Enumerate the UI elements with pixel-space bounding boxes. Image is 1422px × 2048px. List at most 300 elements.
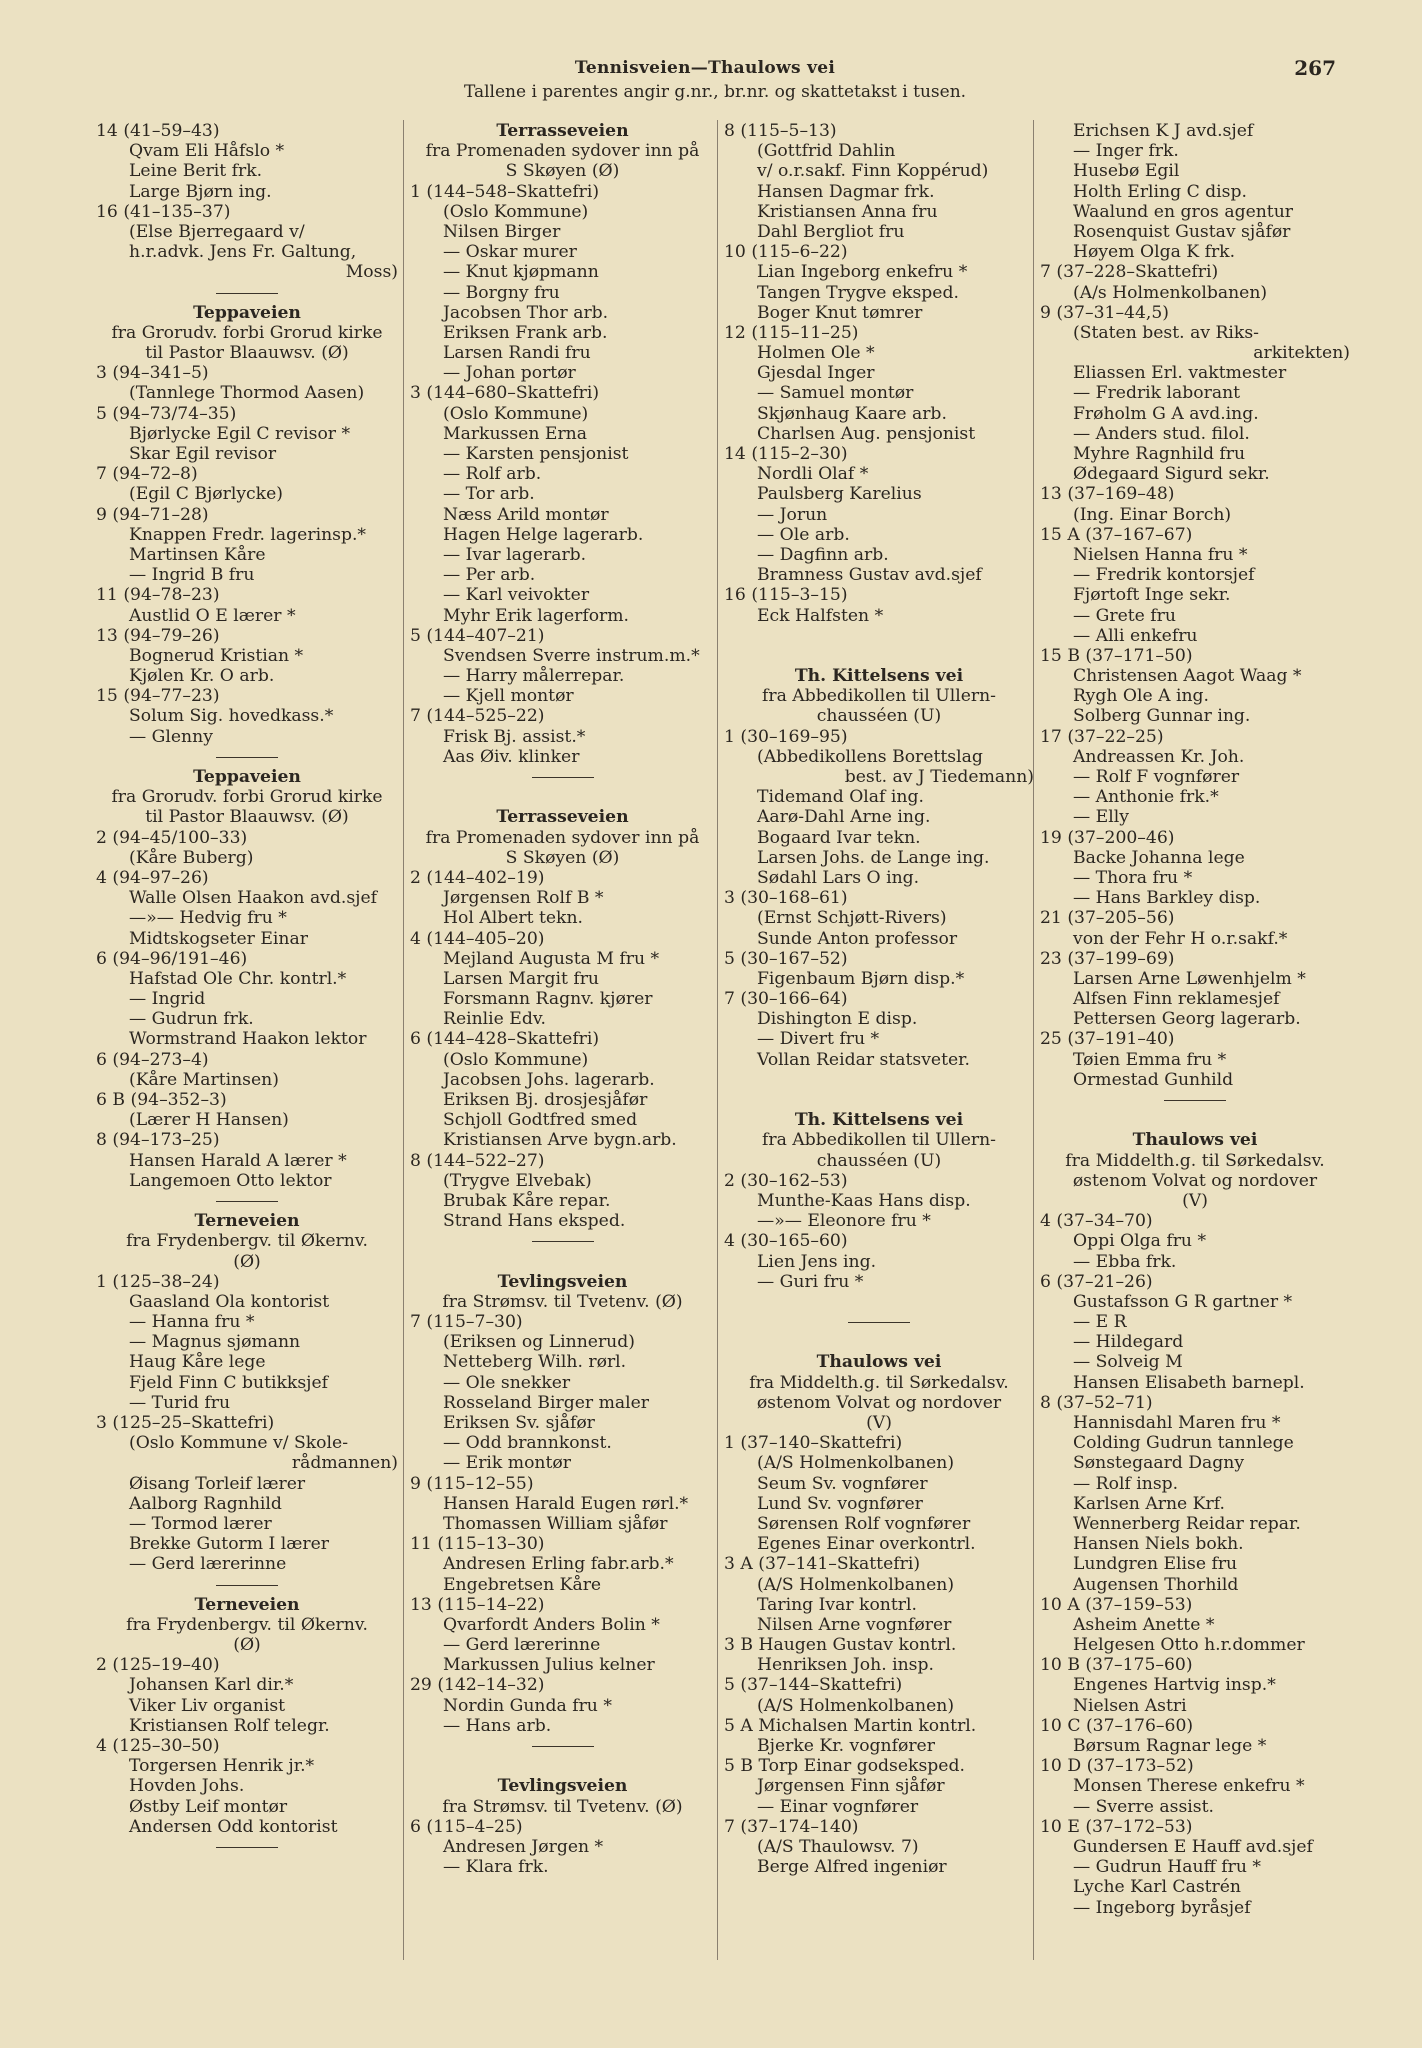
entry-line: 3 (144–680–Skattefri) [410,383,600,404]
entry-line: Austlid O E lærer * [129,605,296,626]
entry-line: — Ole snekker [443,1372,571,1393]
entry-line: Kristiansen Anna fru [757,201,938,222]
entry-line: Andresen Erling fabr.arb.* [443,1554,674,1575]
page-subtitle: Tallene i parentes angir g.nr., br.nr. og skattetakst i tusen. [463,82,967,102]
street-heading: Terneveien [194,1211,300,1232]
entry-line: 7 (94–72–8) [96,464,198,485]
entry-line: — Per arb. [443,565,536,586]
entry-line: Eck Halfsten * [757,605,884,626]
entry-line: Asheim Anette * [1073,1614,1215,1635]
section-divider [96,1837,398,1857]
entry-line: — Gerd lærerinne [443,1635,601,1656]
entry-line: til Pastor Blaauwsv. (Ø) [145,343,349,364]
entry-line: — Solveig M [1073,1352,1183,1373]
section-divider [1040,1090,1350,1110]
entry-line: S Skøyen (Ø) [505,847,620,868]
entry-line: Aarø-Dahl Arne ing. [757,807,931,828]
entry-line: 1 (125–38–24) [96,1271,220,1292]
entry-line: — Klara frk. [443,1857,549,1878]
entry-line: — Tor arb. [443,484,535,505]
entry-line: Knappen Fredr. lagerinsp.* [129,524,367,545]
entry-line: 14 (41–59–43) [96,121,220,141]
entry-line: 10 C (37–176–60) [1040,1715,1194,1736]
entry-line: 7 (30–166–64) [724,989,848,1010]
entry-line: 10 A (37–159–53) [1040,1594,1193,1615]
entry-line: Walle Olsen Haakon avd.sjef [129,888,378,909]
entry-line: fra Frydenbergv. til Økernv. [126,1614,368,1635]
entry-line: (Lærer H Hansen) [129,1110,289,1131]
entry-line: (A/s Holmenkolbanen) [1073,282,1268,303]
entry-line: 2 (125–19–40) [96,1655,220,1676]
entry-line: 6 B (94–352–3) [96,1090,227,1110]
entry-line: (Trygve Elvebak) [443,1170,592,1191]
entry-line: Wennerberg Reidar repar. [1073,1513,1301,1534]
entry-line: Eliassen Erl. vaktmester [1073,363,1287,384]
entry-line: — Guri fru * [757,1271,864,1292]
page-number: 267 [1294,56,1336,80]
entry-line: 16 (115–3–15) [724,585,848,606]
entry-line: Kjølen Kr. O arb. [129,666,275,687]
entry-line: Nordli Olaf * [757,464,869,485]
entry-line: 8 (144–522–27) [410,1150,545,1171]
entry-line: — Fredrik laborant [1073,383,1241,404]
entry-line: 10 D (37–173–52) [1040,1756,1194,1777]
entry-line: Øisang Torleif lærer [129,1473,306,1494]
entry-line: Lien Jens ing. [757,1251,877,1272]
entry-line: Gaasland Ola kontorist [129,1291,330,1312]
entry-line: Christensen Aagot Waag * [1073,666,1302,687]
entry-line: Haug Kåre lege [129,1352,266,1373]
entry-line: østenom Volvat og nordover [1072,1170,1318,1191]
entry-line: Nilsen Birger [443,221,561,242]
entry-line: Brekke Gutorm I lærer [129,1534,330,1555]
entry-line: 5 (144–407–21) [410,625,545,646]
entry-line: Rosenquist Gustav sjåfør [1073,221,1291,242]
entry-line: Karlsen Arne Krf. [1073,1493,1225,1514]
entry-line: Nielsen Hanna fru * [1073,544,1248,565]
entry-line: 6 (144–428–Skattefri) [410,1029,600,1050]
entry-line: 8 (94–173–25) [96,1130,220,1151]
entry-line: fra Promenaden sydover inn på [425,827,700,848]
entry-line: Eriksen Sv. sjåfør [443,1413,595,1433]
entry-line: Bjørlycke Egil C revisor * [129,423,351,444]
entry-line: — Gudrun Hauff fru * [1073,1857,1261,1878]
street-heading: Teppaveien [193,302,301,323]
entry-line: 5 A Michalsen Martin kontrl. [724,1715,977,1736]
column-divider [403,120,404,1960]
entry-line: — Anthonie frk.* [1073,787,1219,808]
entry-line: 6 (94–96/191–46) [96,948,248,969]
entry-line: Sødahl Lars O ing. [757,867,920,888]
entry-line: — Rolf arb. [443,464,542,485]
entry-line: — Ingrid [129,989,206,1010]
section-divider [96,283,398,303]
column-4 [1040,121,1350,1918]
entry-line: (Tannlege Thormod Aasen) [129,383,365,404]
entry-line: Viker Liv organist [129,1695,286,1716]
street-heading: Th. Kittelsens vei [794,1110,964,1131]
entry-line: Oppi Olga fru * [1073,1231,1207,1252]
entry-line: 29 (142–14–32) [410,1675,545,1696]
section-divider [724,1312,1034,1332]
entry-line: — Samuel montør [757,383,914,404]
entry-line: 4 (37–34–70) [1040,1211,1153,1232]
entry-line: Børsum Ragnar lege * [1073,1736,1267,1756]
entry-line: Høyem Olga K frk. [1073,242,1236,263]
entry-line: Erichsen K J avd.sjef [1073,121,1254,141]
entry-line: Leine Berit frk. [129,161,263,182]
entry-line: Moss) [345,262,398,283]
entry-line: 8 (115–5–13) [724,121,837,141]
entry-line: Ødegaard Sigurd sekr. [1073,464,1270,485]
spacer [724,1090,1034,1110]
entry-line: (Ø) [233,1635,261,1656]
entry-line: Monsen Therese enkefru * [1073,1776,1305,1797]
entry-line: Rosseland Birger maler [443,1392,650,1413]
entry-line: 5 (37–144–Skattefri) [724,1675,903,1696]
entry-line: 6 (37–21–26) [1040,1271,1153,1292]
spacer [410,787,715,807]
entry-line: 7 (144–525–22) [410,706,545,727]
entry-line: 15 A (37–167–67) [1040,524,1193,545]
entry-line: Hovden Johs. [129,1776,245,1797]
entry-line: 21 (37–205–56) [1040,908,1175,929]
entry-line: — Ingeborg byråsjef [1073,1897,1251,1918]
entry-line: (Oslo Kommune v/ Skole- [129,1433,348,1454]
entry-line: 14 (115–2–30) [724,444,848,464]
entry-line: h.r.advk. Jens Fr. Galtung, [129,242,357,263]
entry-line: — Oskar murer [443,242,577,263]
entry-line: Solberg Gunnar ing. [1073,706,1251,727]
entry-line: — Glenny [129,726,213,747]
entry-line: Large Bjørn ing. [129,181,272,202]
entry-line: Hansen Elisabeth barnepl. [1073,1372,1305,1393]
entry-line: — Ingrid B fru [129,565,255,586]
entry-line: (Ing. Einar Borch) [1073,504,1232,525]
entry-line: Pettersen Georg lagerarb. [1073,1009,1301,1030]
entry-line: 10 B (37–175–60) [1040,1655,1193,1676]
entry-line: Kristiansen Rolf telegr. [129,1715,330,1736]
entry-line: 5 B Torp Einar godseksped. [724,1756,965,1777]
entry-line: — Hildegard [1073,1332,1184,1353]
entry-line: 23 (37–199–69) [1040,948,1175,969]
entry-line: Figenbaum Bjørn disp.* [757,968,965,989]
entry-line: — Tormod lærer [129,1513,272,1534]
street-heading: Tevlingsveien [497,1776,628,1797]
section-divider [96,1191,398,1211]
entry-line: (Egil C Bjørlycke) [129,484,283,505]
street-heading: Terrasseveien [496,807,629,828]
entry-line: Østby Leif montør [129,1796,288,1817]
section-divider [96,747,398,767]
entry-line: (A/S Thaulowsv. 7) [757,1836,919,1857]
entry-line: Markussen Erna [443,423,587,444]
entry-line: — Hanna fru * [129,1312,255,1333]
entry-line: Jørgensen Rolf B * [443,888,604,909]
entry-line: 4 (30–165–60) [724,1231,848,1252]
entry-line: Frøholm G A avd.ing. [1073,403,1259,424]
entry-line: — Dagfinn arb. [757,544,889,565]
entry-line: 16 (41–135–37) [96,201,231,222]
entry-line: — Ole arb. [757,524,850,545]
entry-line: 2 (94–45/100–33) [96,827,248,848]
entry-line: Lundgren Elise fru [1073,1554,1238,1575]
street-heading: Terrasseveien [496,121,629,141]
entry-line: Qvam Eli Håfslo * [129,141,285,162]
entry-line: — Hans arb. [443,1715,552,1736]
entry-line: — Harry målerrepar. [443,666,625,687]
entry-line: fra Promenaden sydover inn på [425,141,700,162]
section-divider [410,767,715,787]
entry-line: Eriksen Frank arb. [443,322,608,343]
entry-line: 11 (115–13–30) [410,1534,545,1555]
entry-line: Lyche Karl Castrén [1073,1877,1241,1898]
entry-line: Gundersen E Hauff avd.sjef [1073,1836,1313,1857]
entry-line: — Odd brannkonst. [443,1433,612,1454]
entry-line: Alfsen Finn reklamesjef [1073,989,1280,1010]
entry-line: 2 (144–402–19) [410,867,545,888]
entry-line: (Gottfrid Dahlin [757,141,896,162]
entry-line: rådmannen) [291,1453,398,1474]
entry-line: Svendsen Sverre instrum.m.* [443,645,700,666]
entry-line: — Alli enkefru [1073,625,1198,646]
entry-line: Bjerke Kr. vognfører [757,1736,935,1756]
entry-line: Nielsen Astri [1073,1695,1187,1716]
entry-line: Schjoll Godtfred smed [443,1110,638,1131]
entry-line: 19 (37–200–46) [1040,827,1175,848]
entry-line: Henriksen Joh. insp. [757,1655,934,1676]
entry-line: Skjønhaug Kaare arb. [757,403,947,424]
spacer [410,1756,715,1776]
column-3 [724,121,1034,1877]
entry-line: Lian Ingeborg enkefru * [757,262,968,283]
entry-line: Jørgensen Finn sjåfør [757,1776,945,1797]
entry-line: —»— Hedvig fru * [129,908,287,929]
entry-line: — Johan portør [443,363,576,384]
entry-line: arkitekten) [1253,343,1350,364]
entry-line: Seum Sv. vognfører [757,1473,928,1494]
entry-line: fra Middelth.g. til Sørkedalsv. [749,1372,1009,1393]
spacer [1040,1110,1350,1130]
page-title: Tennisveien—Thaulows vei [574,58,836,78]
entry-line: 11 (94–78–23) [96,585,220,606]
entry-line: Andersen Odd kontorist [129,1816,338,1837]
entry-line: —»— Eleonore fru * [757,1211,931,1232]
entry-line: 6 (115–4–25) [410,1816,523,1837]
entry-line: Myhr Erik lagerform. [443,605,630,626]
entry-line: — Magnus sjømann [129,1332,301,1353]
entry-line: — Thora fru * [1073,867,1193,888]
entry-line: — Inger frk. [1073,141,1179,162]
entry-line: 13 (94–79–26) [96,625,220,646]
entry-line: (Oslo Kommune) [443,403,589,424]
entry-line: Martinsen Kåre [129,544,266,565]
entry-line: Bognerud Kristian * [129,645,304,666]
entry-line: — E R [1073,1312,1127,1333]
entry-line: 4 (144–405–20) [410,928,545,949]
entry-line: 1 (30–169–95) [724,726,848,747]
entry-line: Colding Gudrun tannlege [1073,1433,1294,1454]
entry-line: fra Abbedikollen til Ullern- [762,686,996,707]
entry-line: 3 B Haugen Gustav kontrl. [724,1635,957,1656]
entry-line: Strand Hans eksped. [443,1211,626,1232]
column-2 [410,121,715,1877]
entry-line: Sunde Anton professor [757,928,958,949]
street-heading: Terneveien [194,1594,300,1615]
entry-line: Tøien Emma fru * [1073,1049,1227,1070]
entry-line: 3 (125–25–Skattefri) [96,1413,275,1433]
entry-line: Taring Ivar kontrl. [757,1594,917,1615]
entry-line: 7 (115–7–30) [410,1312,523,1333]
entry-line: Markussen Julius kelner [443,1655,655,1676]
street-heading: Tevlingsveien [497,1271,628,1292]
entry-line: fra Strømsv. til Tvetenv. (Ø) [442,1796,683,1817]
entry-line: S Skøyen (Ø) [505,161,620,182]
entry-line: Helgesen Otto h.r.dommer [1073,1635,1305,1656]
entry-line: Midtskogseter Einar [129,928,308,949]
spacer [724,1332,1034,1352]
entry-line: Langemoen Otto lektor [129,1170,332,1191]
entry-line: (A/S Holmenkolbanen) [757,1453,955,1474]
entry-line: Waalund en gros agentur [1073,201,1294,222]
column-divider [717,120,718,1960]
entry-line: (Staten best. av Riks- [1073,322,1259,343]
entry-line: 3 (30–168–61) [724,888,848,909]
entry-line: fra Grorudv. forbi Grorud kirke [111,322,383,343]
entry-line: Kristiansen Arve bygn.arb. [443,1130,677,1151]
entry-line: — Karsten pensjonist [443,444,629,464]
entry-line: 1 (37–140–Skattefri) [724,1433,903,1454]
spacer [724,646,1034,666]
entry-line: chausséen (U) [816,706,942,727]
column-1 [96,121,398,1857]
entry-line: (Ø) [233,1251,261,1272]
entry-line: Hansen Niels bokh. [1073,1534,1244,1555]
spacer [724,1292,1034,1312]
entry-line: østenom Volvat og nordover [756,1392,1002,1413]
entry-line: — Einar vognfører [757,1796,919,1817]
entry-line: 3 A (37–141–Skattefri) [724,1554,921,1575]
entry-line: Husebø Egil [1073,161,1180,182]
entry-line: Skar Egil revisor [129,444,277,464]
entry-line: Sønstegaard Dagny [1073,1453,1245,1474]
entry-line: fra Abbedikollen til Ullern- [762,1130,996,1151]
entry-line: — Borgny fru [443,282,560,303]
entry-line: 7 (37–228–Skattefri) [1040,262,1219,283]
entry-line: — Fredrik kontorsjef [1073,565,1255,586]
entry-line: Bogaard Ivar tekn. [757,827,921,848]
entry-line: (Else Bjerregaard v/ [129,221,305,242]
entry-line: — Kjell montør [443,686,574,707]
entry-line: til Pastor Blaauwsv. (Ø) [145,807,349,828]
street-heading: Thaulows vei [816,1352,942,1373]
entry-line: Netteberg Wilh. rørl. [443,1352,627,1373]
entry-line: 13 (37–169–48) [1040,484,1175,505]
street-heading: Th. Kittelsens vei [794,666,964,687]
entry-line: 7 (37–174–140) [724,1816,859,1837]
entry-line: 25 (37–191–40) [1040,1029,1175,1050]
entry-line: Ormestad Gunhild [1073,1069,1234,1090]
entry-line: (Abbedikollens Borettslag [757,746,983,767]
entry-line: Fjeld Finn C butikksjef [129,1372,329,1393]
entry-line: Andresen Jørgen * [443,1836,604,1857]
entry-line: Aalborg Ragnhild [129,1493,282,1514]
entry-line: Holth Erling C disp. [1073,181,1247,202]
entry-line: (A/S Holmenkolbanen) [757,1695,955,1716]
entry-line: (Oslo Kommune) [443,1049,589,1070]
entry-line: Tangen Trygve eksped. [757,282,959,303]
entry-line: fra Middelth.g. til Sørkedalsv. [1065,1150,1325,1171]
entry-line: (Oslo Kommune) [443,201,589,222]
entry-line: Engenes Hartvig insp.* [1073,1675,1276,1696]
entry-line: fra Strømsv. til Tvetenv. (Ø) [442,1291,683,1312]
entry-line: — Knut kjøpmann [443,262,599,283]
entry-line: Torgersen Henrik jr.* [129,1756,315,1777]
entry-line: Gustafsson G R gartner * [1073,1291,1293,1312]
entry-line: Berge Alfred ingeniør [757,1857,947,1878]
entry-line: — Gerd lærerinne [129,1554,287,1575]
entry-line: Hansen Harald A lærer * [129,1150,347,1171]
entry-line: 1 (144–548–Skattefri) [410,181,600,202]
entry-line: Jacobsen Thor arb. [443,302,609,323]
entry-line: — Rolf insp. [1073,1473,1179,1494]
spacer [724,1070,1034,1090]
entry-line: 2 (30–162–53) [724,1170,848,1191]
entry-line: Frisk Bj. assist.* [443,726,586,747]
entry-line: (Kåre Martinsen) [129,1069,279,1090]
entry-line: (V) [866,1413,892,1433]
entry-line: Vollan Reidar statsveter. [757,1049,970,1070]
spacer [410,1252,715,1272]
entry-line: Dishington E disp. [757,1009,918,1030]
entry-line: — Rolf F vognfører [1073,767,1240,787]
entry-line: Hansen Dagmar frk. [757,181,935,202]
entry-line: Hansen Harald Eugen rørl.* [443,1493,689,1514]
entry-line: — Jorun [757,504,828,525]
entry-line: Andreassen Kr. Joh. [1073,746,1245,767]
entry-line: v/ o.r.sakf. Finn Koppérud) [757,161,989,182]
entry-line: Holmen Ole * [757,343,875,364]
entry-line: fra Grorudv. forbi Grorud kirke [111,787,383,808]
entry-line: chausséen (U) [816,1150,942,1171]
entry-line: 5 (94–73/74–35) [96,403,237,424]
entry-line: Boger Knut tømrer [757,302,923,323]
entry-line: 9 (94–71–28) [96,504,209,525]
entry-line: 4 (125–30–50) [96,1736,220,1756]
entry-line: — Ivar lagerarb. [443,544,587,565]
entry-line: — Grete fru [1073,605,1176,626]
entry-line: 13 (115–14–22) [410,1594,545,1615]
entry-line: Hafstad Ole Chr. kontrl.* [129,968,347,989]
entry-line: Johansen Karl dir.* [129,1675,294,1696]
entry-line: Nilsen Arne vognfører [757,1614,952,1635]
entry-line: 15 B (37–171–50) [1040,645,1193,666]
entry-line: 17 (37–22–25) [1040,726,1164,747]
entry-line: — Ebba frk. [1073,1251,1177,1272]
entry-line: Wormstrand Haakon lektor [129,1029,367,1050]
entry-line: fra Frydenbergv. til Økernv. [126,1231,368,1252]
entry-line: (Eriksen og Linnerud) [443,1332,635,1353]
entry-line: Aas Øiv. klinker [443,746,580,767]
entry-line: Larsen Margit fru [443,968,599,989]
entry-line: Dahl Bergliot fru [757,221,905,242]
entry-line: Larsen Arne Løwenhjelm * [1073,968,1306,989]
entry-line: 9 (115–12–55) [410,1473,534,1494]
entry-line: Larsen Randi fru [443,343,591,364]
entry-line: Charlsen Aug. pensjonist [757,423,976,444]
entry-line: Tidemand Olaf ing. [757,787,924,808]
entry-line: — Hans Barkley disp. [1073,888,1261,909]
